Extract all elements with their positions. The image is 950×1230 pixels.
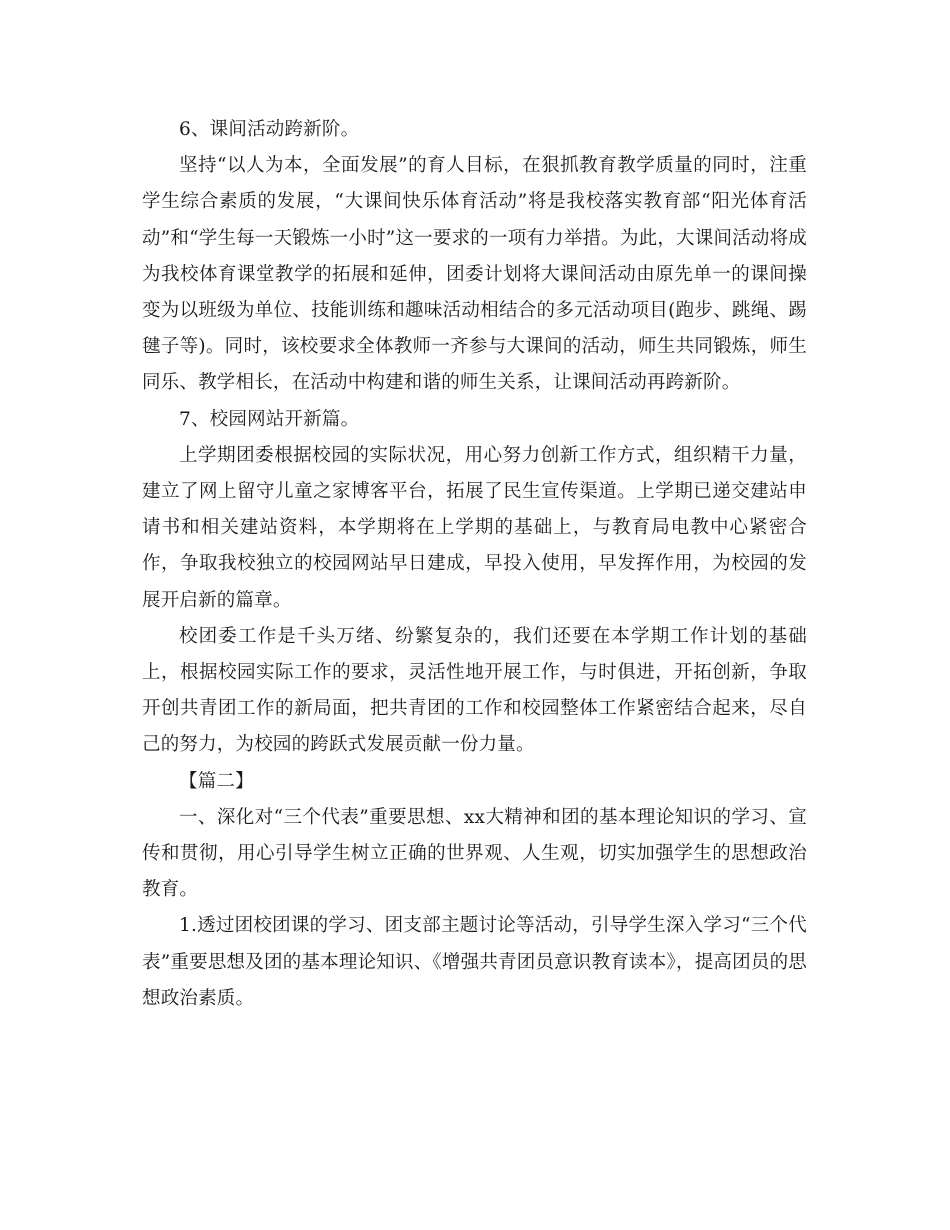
document-body	[142, 112, 807, 1017]
section-heading-7: 7、校园网站开新篇。	[179, 408, 360, 430]
paragraph: 坚持“以人为本，全面发展”的育人目标，在狠抓教育教学质量的同时，注重学生综合素质的发展，“大课间快乐体育活动”将是我校落实教育部“阳光体育活动”和“学生每一天锻炼一小时”这一要求的一项有力举措。为此，大课间活动将成为我校体育课堂教学的拓展和延伸，团委计划将大课间活动由原先单一的课间操变为以班级为单位、技能训练和趣味活动相结合的多元活动项目(跑步、跳绳、踢毽子等)。同时，该校要求全体教师一齐参与大课间的活动，师生共同锻炼，师生同乐、教学相长，在活动中构建和谐的师生关系，让课间活动再跨新阶。	[142, 155, 807, 394]
paragraph: 上学期团委根据校园的实际状况，用心努力创新工作方式，组织精干力量，建立了网上留守儿童之家博客平台，拓展了民生宣传渠道。上学期已递交建站申请书和相关建站资料，本学期将在上学期的基础上，与教育局电教中心紧密合作，争取我校独立的校园网站早日建成，早投入使用，早发挥作用，为校园的发展开启新的篇章。	[142, 444, 807, 611]
paragraph: 校团委工作是千头万绪、纷繁复杂的，我们还要在本学期工作计划的基础上，根据校园实际工作的要求，灵活性地开展工作，与时俱进，开拓创新，争取开创共青团工作的新局面，把共青团的工作和校园整体工作紧密结合起来，尽自己的努力，为校园的跨跃式发展贡献一份力量。	[142, 625, 807, 756]
paragraph: 1.透过团校团课的学习、团支部主题讨论等活动，引导学生深入学习“三个代表”重要思想及团的基本理论知识、《增强共青团员意识教育读本》，提高团员的思想政治素质。	[142, 915, 807, 1009]
paragraph: 一、深化对“三个代表”重要思想、xx大精神和团的基本理论知识的学习、宣传和贯彻，用心引导学生树立正确的世界观、人生观，切实加强学生的思想政治教育。	[142, 806, 807, 901]
section-heading-6: 6、课间活动跨新阶。	[179, 119, 360, 140]
part-heading: 【篇二】	[179, 770, 254, 792]
